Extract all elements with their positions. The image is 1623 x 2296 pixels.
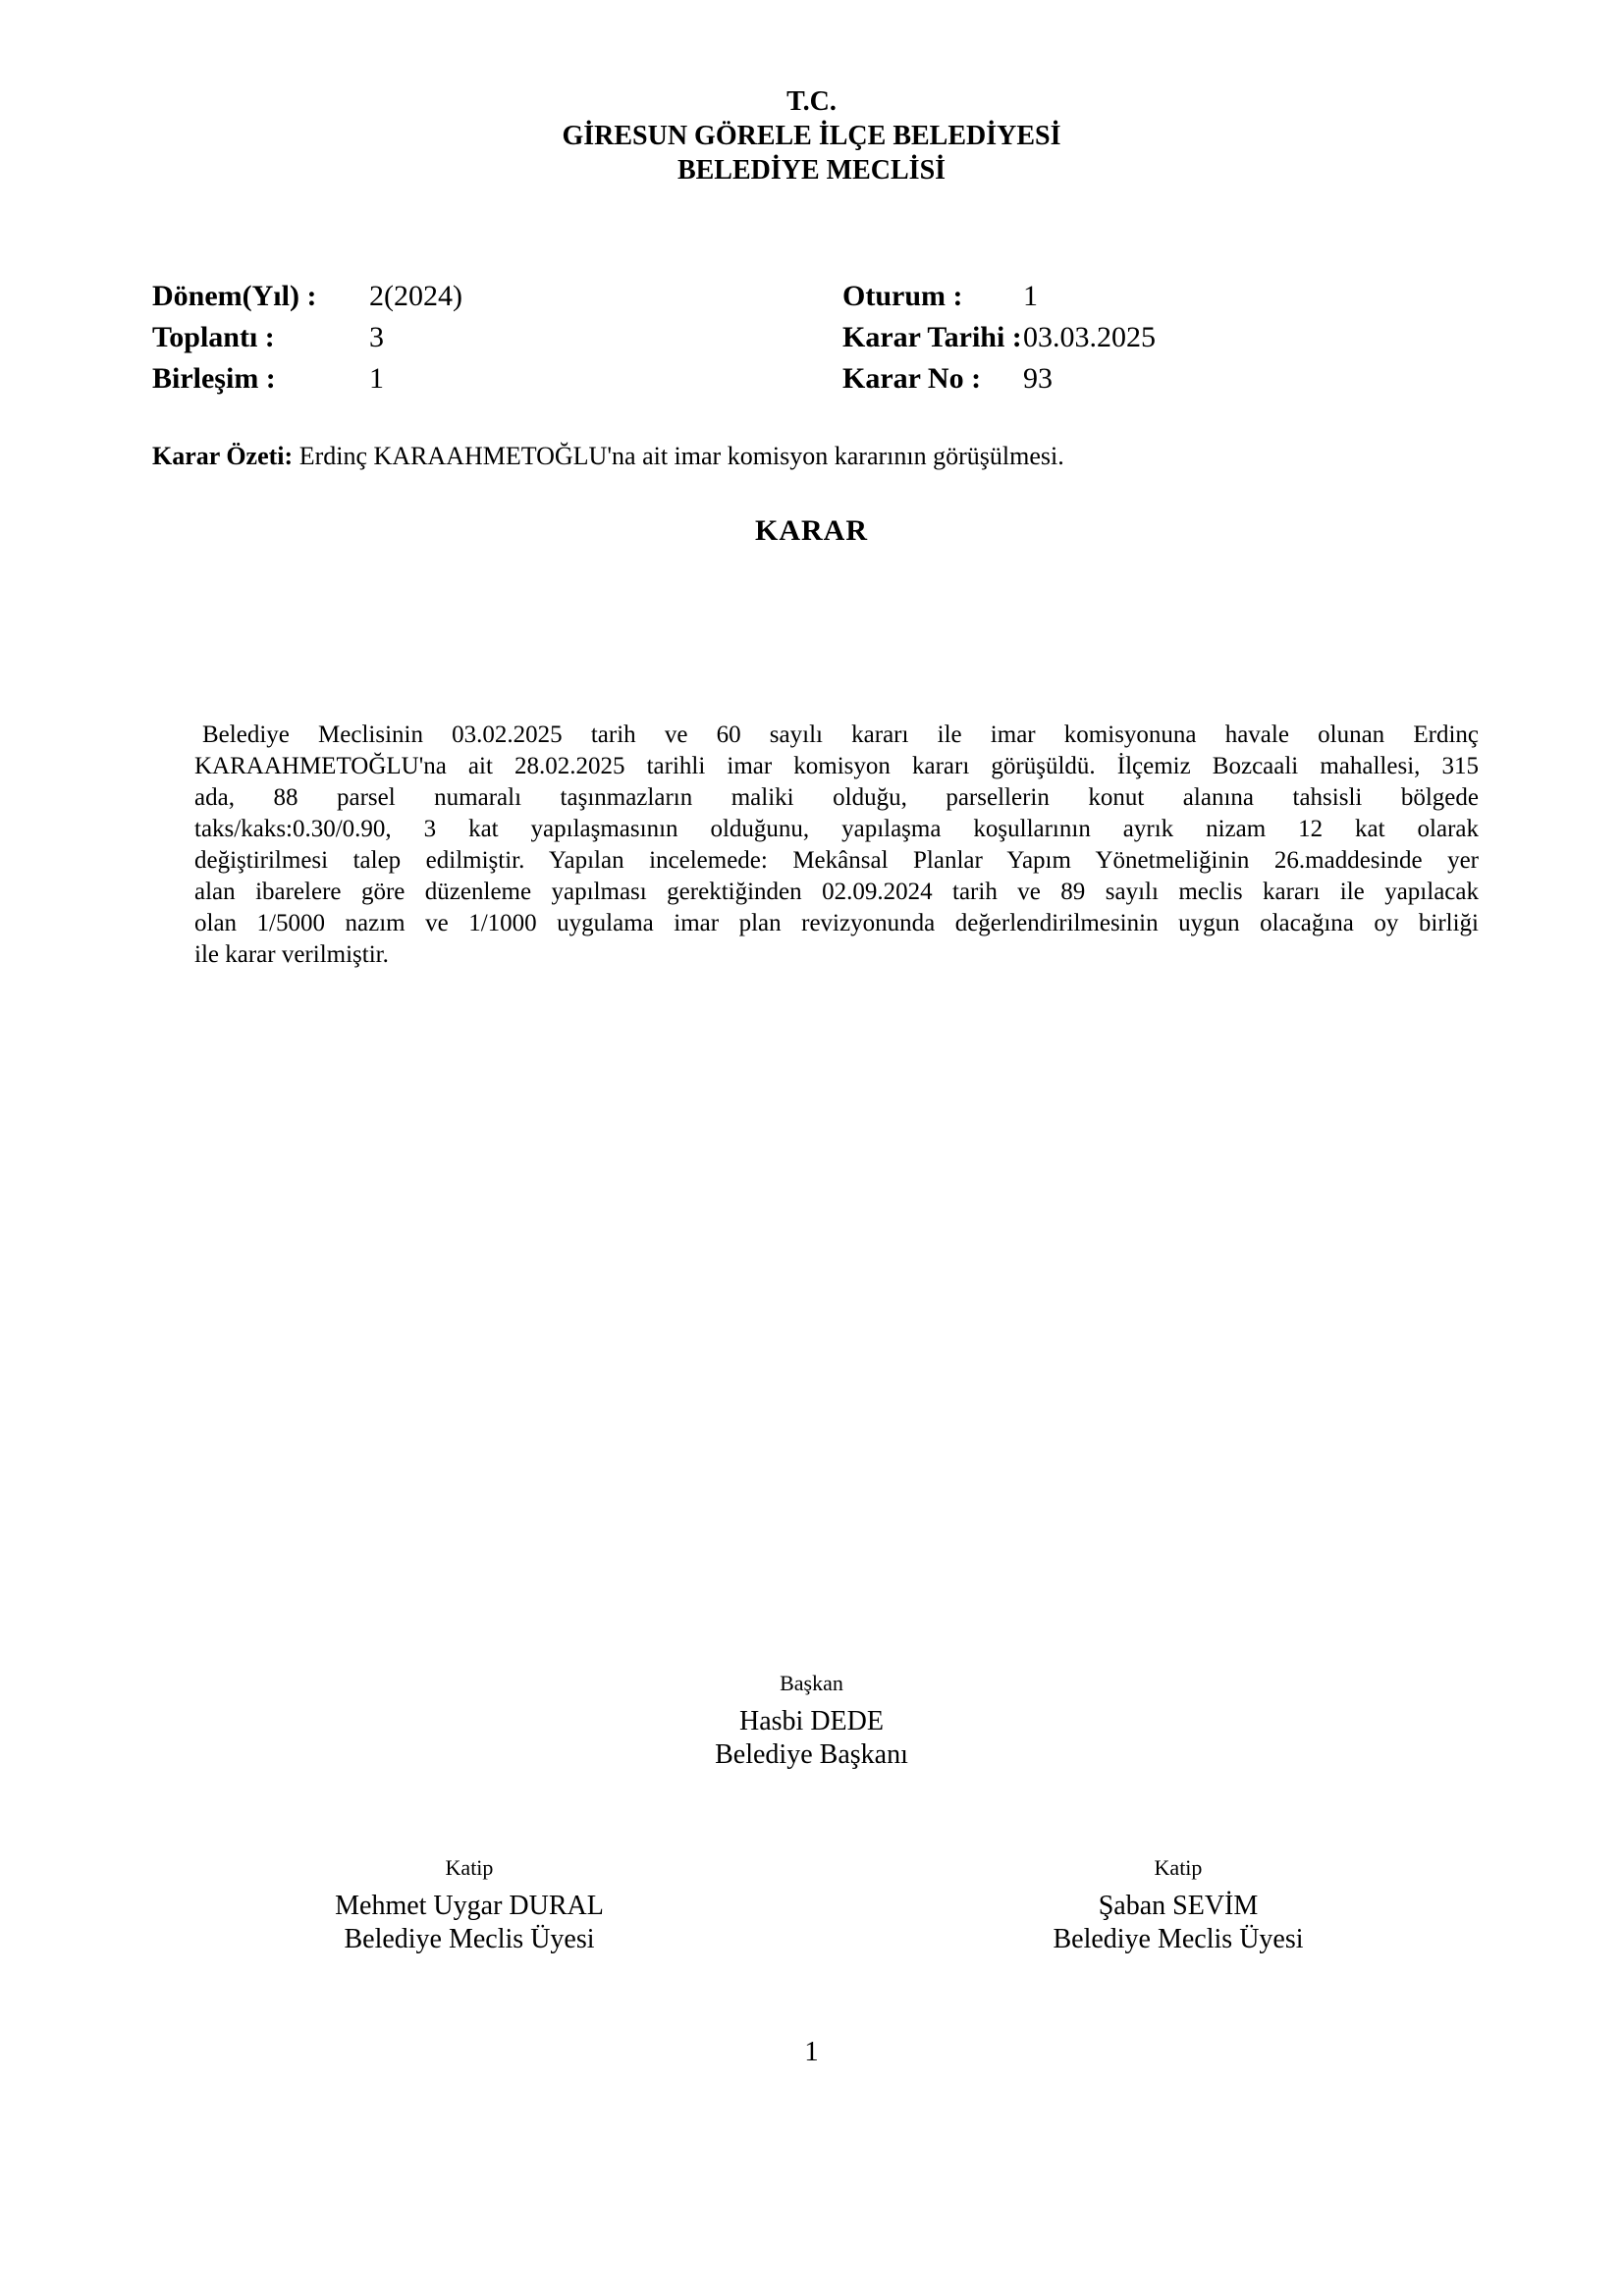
donem-yil-value: 2(2024) <box>369 280 462 312</box>
clerk-left-name: Mehmet Uygar DURAL <box>335 1891 604 1921</box>
president-title: Belediye Başkanı <box>715 1739 908 1770</box>
decision-body <box>194 720 1479 971</box>
decision-summary-label: Karar Özeti: <box>152 442 294 470</box>
birlesim-label: Birleşim : <box>152 362 276 395</box>
decision-body-line: KARAAHMETOĞLU'na ait 28.02.2025 tarihli imar komisyon kararı görüşüldü. İlçemiz Bozcaali mahallesi, 315 <box>194 753 1479 779</box>
karar-tarihi-label: Karar Tarihi : <box>842 321 1022 353</box>
decision-summary-text: Erdinç KARAAHMETOĞLU'na ait imar komisyon kararının görüşülmesi. <box>298 442 1064 470</box>
clerk-left-title: Belediye Meclis Üyesi <box>344 1924 595 1954</box>
field-donem-yil <box>152 276 800 317</box>
meta-column-left <box>152 276 800 400</box>
field-birlesim <box>152 358 800 400</box>
decision-body-line: değiştirilmesi talep edilmiştir. Yapılan incelemede: Mekânsal Planlar Yapım Yönetmeliğinin 26.maddesinde yer <box>194 847 1479 874</box>
field-toplanti <box>152 317 800 358</box>
decision-summary <box>152 442 1527 471</box>
donem-yil-label: Dönem(Yıl) : <box>152 280 317 312</box>
toplanti-label: Toplantı : <box>152 321 275 353</box>
clerk-left-role: Katip <box>445 1855 494 1880</box>
decision-body-line: Belediye Meclisinin 03.02.2025 tarih ve 60 sayılı kararı ile imar komisyonuna havale olunan Erdinç <box>202 721 1479 748</box>
clerk-right-title: Belediye Meclis Üyesi <box>1053 1924 1304 1954</box>
field-oturum <box>842 276 1530 317</box>
toplanti-value: 3 <box>369 321 384 353</box>
birlesim-value: 1 <box>369 362 384 395</box>
clerk-right-role: Katip <box>1154 1855 1203 1880</box>
header-municipality: GİRESUN GÖRELE İLÇE BELEDİYESİ <box>562 121 1061 151</box>
decision-body-line: ile karar verilmiştir. <box>194 941 389 968</box>
field-karar-tarihi <box>842 317 1530 358</box>
karar-tarihi-value: 03.03.2025 <box>1023 321 1156 353</box>
header-council: BELEDİYE MECLİSİ <box>676 155 947 186</box>
decision-body-line: taks/kaks:0.30/0.90, 3 kat yapılaşmasının olduğunu, yapılaşma koşullarının ayrık nizam 12 kat olarak <box>194 816 1479 842</box>
oturum-label: Oturum : <box>842 280 963 312</box>
page-number: 1 <box>804 2036 819 2067</box>
meta-column-right <box>842 276 1530 400</box>
clerk-right-name: Şaban SEVİM <box>1098 1891 1259 1921</box>
karar-no-label: Karar No : <box>842 362 982 395</box>
decision-heading: KARAR <box>755 514 868 547</box>
field-karar-no <box>842 358 1530 400</box>
president-name: Hasbi DEDE <box>739 1706 884 1736</box>
president-role: Başkan <box>780 1671 843 1695</box>
karar-no-value: 93 <box>1023 362 1053 395</box>
president-signature-block <box>0 1669 1623 1772</box>
clerk-signature-block-right <box>884 1853 1473 1956</box>
header-tc: T.C. <box>786 86 837 117</box>
clerk-signature-block-left <box>175 1853 764 1956</box>
decision-body-line: alan ibarelere göre düzenleme yapılması gerektiğinden 02.09.2024 tarih ve 89 sayılı meclis kararı ile yapılacak <box>194 879 1479 905</box>
oturum-value: 1 <box>1023 280 1038 312</box>
decision-body-line: ada, 88 parsel numaralı taşınmazların maliki olduğu, parsellerin konut alanına tahsisli bölgede <box>194 784 1479 811</box>
document-header <box>0 84 1623 187</box>
decision-body-line: olan 1/5000 nazım ve 1/1000 uygulama imar plan revizyonunda değerlendirilmesinin uygun olacağına oy birliği <box>194 910 1479 936</box>
